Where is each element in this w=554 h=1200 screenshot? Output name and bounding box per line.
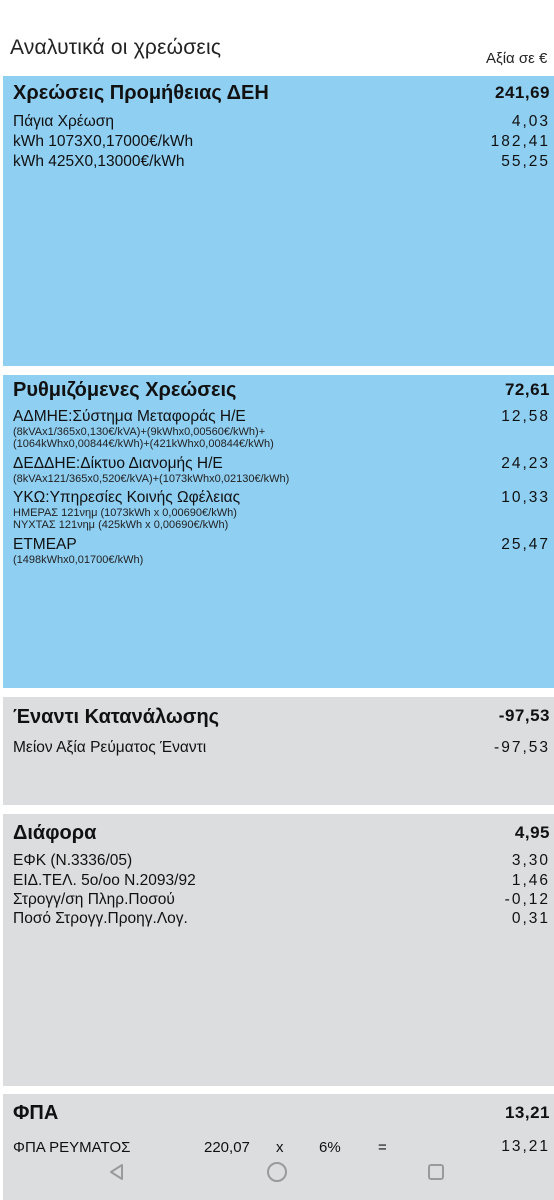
row-label-efk: ΕΦΚ (Ν.3336/05) <box>13 852 133 869</box>
row-label-rounding: Στρογγ/ση Πληρ.Ποσού <box>13 891 175 908</box>
vat-row-label: ΦΠΑ ΡΕΥΜΑΤΟΣ <box>13 1139 131 1156</box>
row-detail-etmear: (1498kWhx0,01700€/kWh) <box>13 554 144 566</box>
section-dei-supply-charges <box>3 76 554 366</box>
row-detail-deddie-1: (8kVAx121/365x0,520€/kVA)+(1073kWhx0,02130€/kWh) <box>13 473 290 485</box>
back-icon[interactable] <box>102 1157 132 1187</box>
row-value-rounding: -0,12 <box>504 891 550 908</box>
row-value-kwh-night: 55,25 <box>501 153 550 170</box>
vat-row-equals: = <box>378 1139 387 1156</box>
row-label-etmear: ΕΤΜΕΑΡ <box>13 536 77 553</box>
row-label-prev-rounding: Ποσό Στρογγ.Προηγ.Λογ. <box>13 910 188 927</box>
row-value-prev-rounding: 0,31 <box>511 910 550 927</box>
row-detail-admie-2: (1064kWhx0,00844€/kWh)+(421kWhx0,00844€/kWh) <box>13 438 274 450</box>
row-detail-admie-1: (8kVAx1/365x0,130€/kVA)+(9kWhx0,00560€/kWh)+ <box>13 426 266 438</box>
page-title: Αναλυτικά οι χρεώσεις <box>10 36 222 59</box>
row-value-efk: 3,30 <box>511 852 550 869</box>
row-value-special-fee: 1,46 <box>511 872 550 889</box>
row-value-minus-advance: -97,53 <box>494 739 550 756</box>
section-total: 4,95 <box>514 823 550 842</box>
section-total: 13,21 <box>504 1103 550 1122</box>
section-title: Διάφορα <box>13 822 97 844</box>
row-label-kwh-night: kWh 425X0,13000€/kWh <box>13 153 185 170</box>
row-label-kwh-day: kWh 1073X0,17000€/kWh <box>13 133 194 150</box>
vat-row-rate: 6% <box>319 1139 341 1156</box>
vat-row-base: 220,07 <box>204 1139 250 1156</box>
row-value-deddie: 24,23 <box>501 455 550 472</box>
vat-row-times: x <box>276 1139 284 1156</box>
value-column-header: Αξία σε € <box>486 50 548 67</box>
row-value-yko: 10,33 <box>501 489 550 506</box>
row-detail-yko-day: ΗΜΕΡΑΣ 121νημ (1073kWh x 0,00690€/kWh) <box>13 507 237 519</box>
section-miscellaneous <box>3 814 554 1086</box>
row-label-deddie: ΔΕΔΔΗΕ:Δίκτυο Διανομής Η/Ε <box>13 455 223 472</box>
row-value-etmear: 25,47 <box>501 536 550 553</box>
row-value-kwh-day: 182,41 <box>490 133 550 150</box>
section-title: Ρυθμιζόμενες Χρεώσεις <box>13 379 237 401</box>
section-total: 72,61 <box>504 380 550 399</box>
row-label-special-fee: ΕΙΔ.ΤΕΛ. 5ο/οο Ν.2093/92 <box>13 872 196 889</box>
system-navigation-bar <box>0 1147 554 1200</box>
row-label-yko: ΥΚΩ:Υπηρεσίες Κοινής Ωφέλειας <box>13 489 241 506</box>
recents-icon[interactable] <box>421 1157 451 1187</box>
home-icon[interactable] <box>262 1157 292 1187</box>
row-value-admie: 12,58 <box>501 408 550 425</box>
section-total: 241,69 <box>495 83 550 102</box>
section-title: ΦΠΑ <box>13 1102 59 1124</box>
section-total: -97,53 <box>498 706 550 725</box>
section-title: Χρεώσεις Προμήθειας ΔΕΗ <box>13 82 269 104</box>
row-label-minus-advance: Μείον Αξία Ρεύματος Έναντι <box>13 739 207 756</box>
row-label-admie: ΑΔΜΗΕ:Σύστημα Μεταφοράς Η/Ε <box>13 408 246 425</box>
section-regulated-charges <box>3 375 554 688</box>
section-title: Έναντι Κατανάλωσης <box>13 706 220 728</box>
section-against-consumption <box>3 697 554 805</box>
row-value-fixed-charge: 4,03 <box>511 113 550 130</box>
row-label-fixed-charge: Πάγια Χρέωση <box>13 113 114 130</box>
row-detail-yko-night: ΝΥΧΤΑΣ 121νημ (425kWh x 0,00690€/kWh) <box>13 519 229 531</box>
vat-row-value: 13,21 <box>501 1138 550 1155</box>
